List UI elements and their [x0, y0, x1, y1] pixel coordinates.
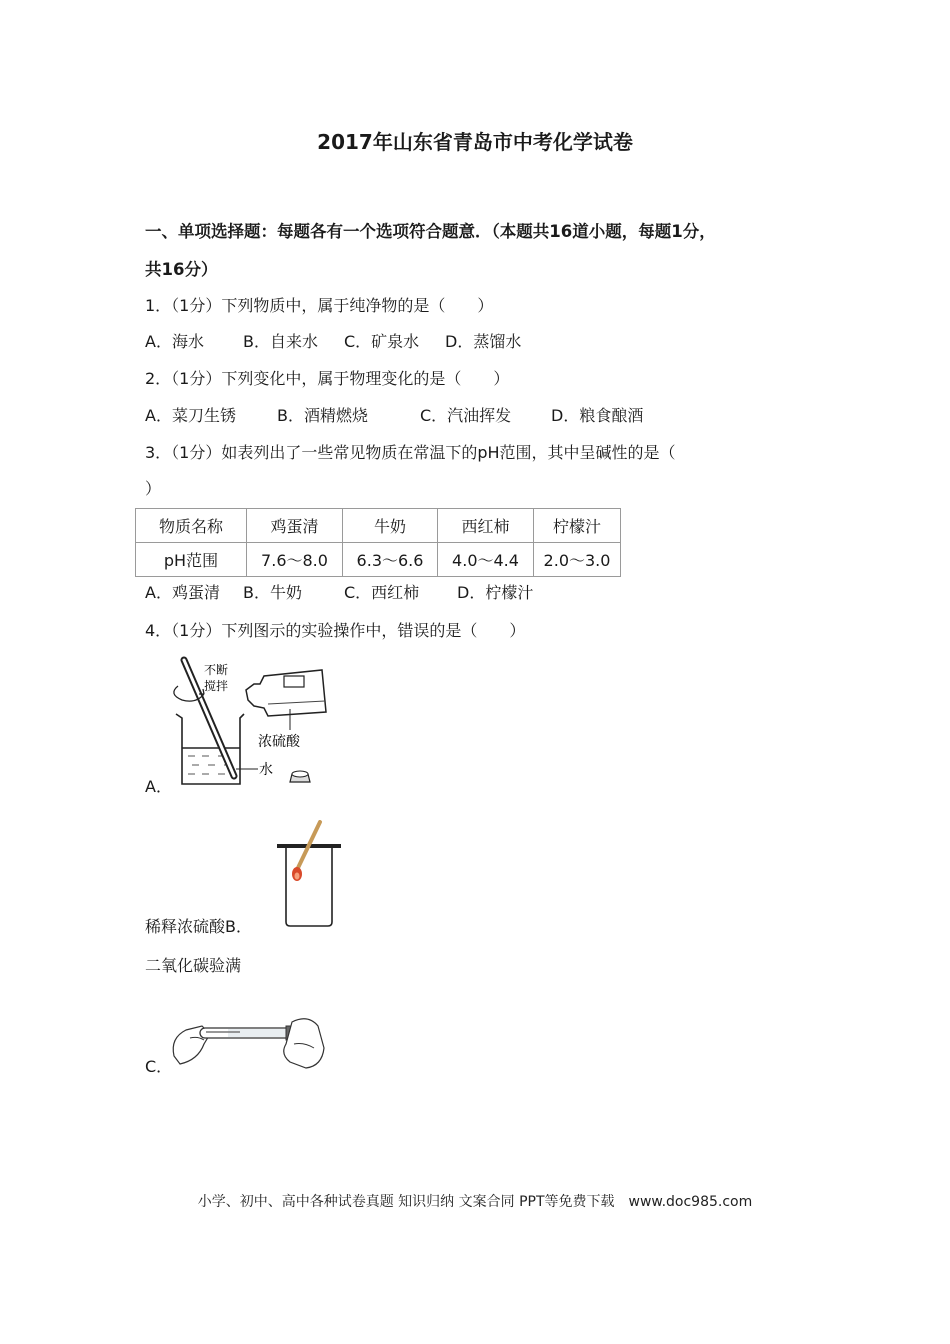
- question-2-stem: 2．（1分）下列变化中，属于物理变化的是（ ）: [145, 369, 510, 388]
- option-c: C．西红柿: [344, 583, 420, 602]
- ph-table: [135, 508, 621, 577]
- option-b: B．牛奶: [243, 583, 302, 602]
- table-cell: 4.0～4.4: [438, 543, 534, 577]
- table-cell: 物质名称: [136, 509, 247, 543]
- option-b-caption: 二氧化碳验满: [145, 956, 242, 975]
- section-heading-cont: 共16分）: [145, 260, 218, 279]
- option-b: B．酒精燃烧: [277, 406, 368, 425]
- table-cell: 2.0～3.0: [534, 543, 621, 577]
- option-c: C．矿泉水: [344, 332, 420, 351]
- option-a: A．菜刀生锈: [145, 406, 236, 425]
- option-b: B．自来水: [243, 332, 318, 351]
- table-cell: 柠檬汁: [534, 509, 621, 543]
- dilute-acid-figure: [168, 656, 350, 792]
- table-row: [136, 509, 621, 543]
- table-cell: 7.6～8.0: [247, 543, 343, 577]
- label-stir-2: 搅拌: [204, 679, 229, 693]
- option-d: D．粮食酿酒: [551, 406, 644, 425]
- option-a: A．鸡蛋清: [145, 583, 220, 602]
- question-3-stem: 3．（1分）如表列出了一些常见物质在常温下的pH范围，其中呈碱性的是（: [145, 443, 676, 462]
- option-c: C．汽油挥发: [420, 406, 512, 425]
- label-water: 水: [259, 762, 273, 778]
- option-c-label: C．: [145, 1057, 173, 1076]
- question-1-options: [145, 329, 521, 352]
- label-stir-1: 不断: [204, 663, 229, 677]
- table-cell: 鸡蛋清: [247, 509, 343, 543]
- option-b-line: [145, 914, 252, 937]
- page-title: 2017年山东省青岛市中考化学试卷: [317, 130, 633, 154]
- question-3-stem-cont: ）: [145, 479, 162, 498]
- question-1-stem: 1．（1分）下列物质中，属于纯净物的是（ ）: [145, 296, 494, 315]
- question-4-stem: 4．（1分）下列图示的实验操作中，错误的是（ ）: [145, 621, 526, 640]
- table-cell: 牛奶: [343, 509, 438, 543]
- co2-test-figure: [270, 820, 350, 930]
- option-a-caption: 稀释浓硫酸: [145, 917, 226, 936]
- question-2-options: [145, 403, 643, 426]
- table-cell: 西红柿: [438, 509, 534, 543]
- table-cell: 6.3～6.6: [343, 543, 438, 577]
- option-d: D．蒸馏水: [445, 332, 522, 351]
- option-b-label: B．: [225, 917, 252, 936]
- option-a: A．海水: [145, 332, 204, 351]
- page-footer: 小学、初中、高中各种试卷真题 知识归纳 文案合同 PPT等免费下载 www.doc985.com: [197, 1194, 753, 1210]
- option-d: D．柠檬汁: [457, 583, 534, 602]
- table-cell: pH范围: [136, 543, 247, 577]
- test-tube-figure: [168, 1004, 328, 1072]
- label-concentrated-acid: 浓硫酸: [258, 734, 300, 750]
- option-a-label: A．: [145, 777, 172, 796]
- question-3-options: [145, 580, 533, 603]
- table-row: [136, 543, 621, 577]
- section-heading: 一、单项选择题：每题各有一个选项符合题意．（本题共16道小题，每题1分，: [145, 222, 716, 241]
